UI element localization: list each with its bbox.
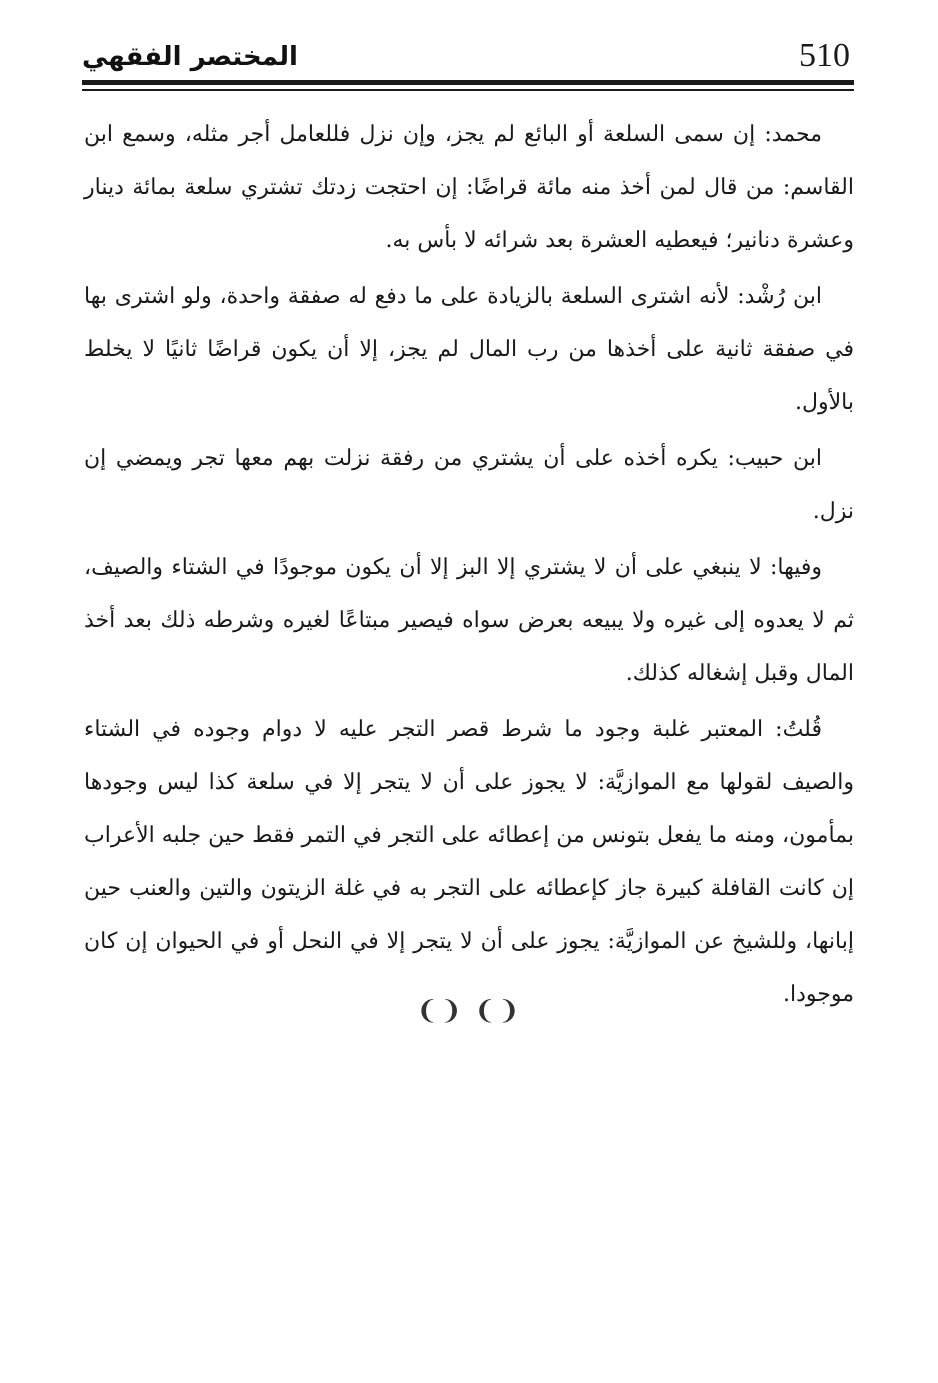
page-number: 510 <box>799 37 850 74</box>
body-text <box>84 108 854 1021</box>
paragraph-ibn-rushd: ابن رُشْد: لأنه اشترى السلعة بالزيادة على ما دفع له صفقة واحدة، ولو اشترى بها في صفقة ثانية على أخذها من رب المال لم يجز، إلا أن يكون قراضًا ثانيًا لا يخلط بالأول. <box>84 284 854 415</box>
paragraph-qultu: قُلتُ: المعتبر غلبة وجود ما شرط قصر التجر عليه لا دوام وجوده في الشتاء والصيف لقولها مع الموازيَّة: لا يجوز على أن لا يتجر إلا في سلعة كذا ليس وجودها بمأمون، ومنه ما يفعل بتونس من إعطائه على التجر في التمر فقط حين جلبه الأعراب إن كانت القافلة كبيرة جاز كإعطائه على التجر به في غلة الزيتون والتين والعنب حين إبانها، وللشيخ عن الموازيَّة: يجوز على أن لا يتجر إلا في النحل أو في الحيوان إن كان موجودا. <box>84 717 854 1007</box>
paragraph-ibn-habib: ابن حبيب: يكره أخذه على أن يشتري من رفقة نزلت بهم معها تجر ويمضي إن نزل. <box>84 446 854 524</box>
header-rule-thick <box>82 80 854 85</box>
paragraph-muhammad: محمد: إن سمى السلعة أو البائع لم يجز، وإن نزل فللعامل أجر مثله، وسمع ابن القاسم: من قال لمن أخذ منه مائة قراضًا: إن احتجت زدتك تشتري سلعة بمائة دينار وعشرة دنانير؛ فيعطيه العشرة بعد شرائه لا بأس به. <box>84 122 854 253</box>
end-ornament: ❨❩ ❨❩ <box>416 996 522 1026</box>
book-title: المختصر الفقهي <box>82 42 298 72</box>
header-rule-thin <box>82 89 854 91</box>
paragraph-wa-fiha: وفيها: لا ينبغي على أن لا يشتري إلا البز إلا أن يكون موجودًا في الشتاء والصيف، ثم لا يعدوه إلى غيره ولا يبيعه بعرض سواه فيصير مبتاعًا لغيره وشرطه ذلك بعد أخذ المال وقبل إشغاله كذلك. <box>84 555 854 686</box>
